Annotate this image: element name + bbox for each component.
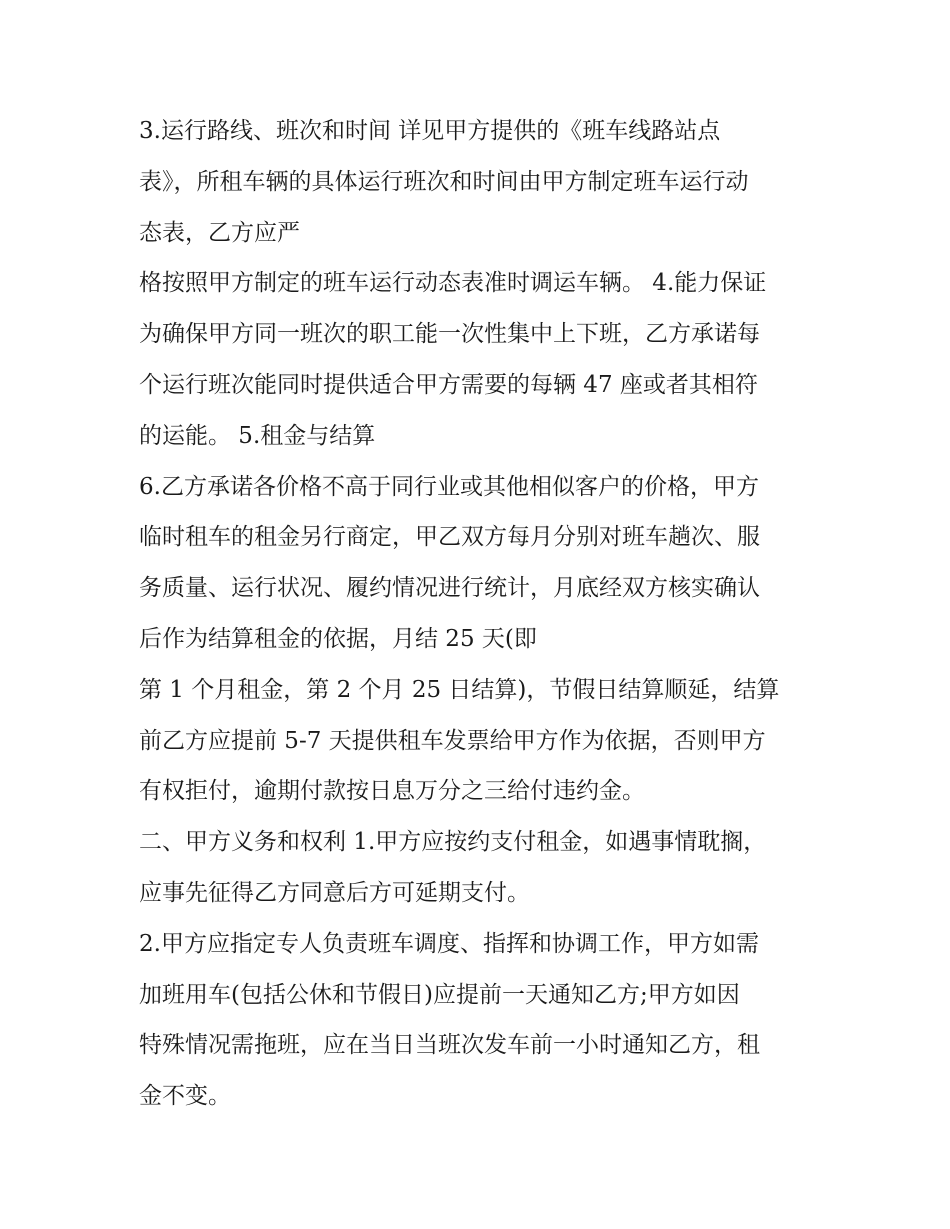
text-line: 3.运行路线、班次和时间 详见甲方提供的《班车线路站点 [139,118,721,144]
text-line: 有权拒付，逾期付款按日息万分之三给付违约金。 [139,778,645,805]
text-line: 特殊情况需拖班，应在当日当班次发车前一小时通知乙方，租 [139,1032,760,1059]
text-line: 务质量、运行状况、履约情况进行统计，月底经双方核实确认 [139,575,760,602]
text-line: 金不变。 [139,1083,231,1110]
text-line: 二、甲方义务和权利 1.甲方应按约支付租金，如遇事情耽搁， [139,829,767,856]
text-line: 前乙方应提前 5-7 天提供租车发票给甲方作为依据，否则甲方 [139,727,766,754]
text-line: 临时租车的租金另行商定，甲乙双方每月分别对班车趟次、服 [139,524,760,551]
text-line: 6.乙方承诺各价格不高于同行业或其他相似客户的价格，甲方 [139,473,759,500]
contract-text [139,106,819,1122]
text-line: 个运行班次能同时提供适合甲方需要的每辆 47 座或者其相符 [139,371,758,398]
text-line: 表》，所租车辆的具体运行班次和时间由甲方制定班车运行动 [139,168,749,195]
text-line: 第 1 个月租金，第 2 个月 25 日结算)，节假日结算顺延，结算 [139,676,780,703]
text-line: 格按照甲方制定的班车运行动态表准时调运车辆。 4.能力保证 [139,270,767,297]
text-line: 加班用车(包括公休和节假日)应提前一天通知乙方;甲方如因 [139,981,740,1008]
text-line: 为确保甲方同一班次的职工能一次性集中上下班，乙方承诺每 [139,321,760,348]
text-line: 后作为结算租金的依据，月结 25 天(即 [139,625,537,652]
text-line: 应事先征得乙方同意后方可延期支付。 [139,879,530,906]
text-line: 2.甲方应指定专人负责班车调度、指挥和协调工作，甲方如需 [139,930,759,957]
text-line: 的运能。 5.租金与结算 [139,422,376,449]
text-line: 态表，乙方应严 [139,219,300,246]
